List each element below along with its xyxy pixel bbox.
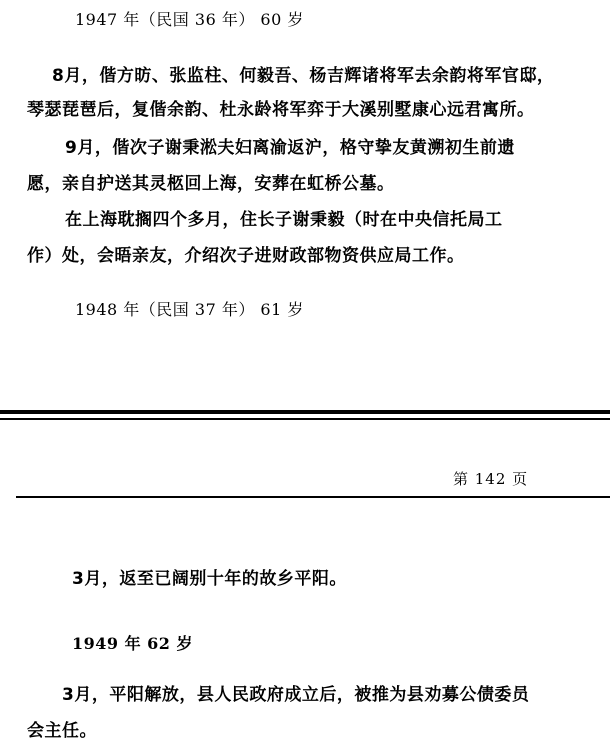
paragraph-march-1949-line-2: 会主任。 — [27, 721, 97, 741]
year-heading-1949: 1949 年 62 岁 — [72, 634, 194, 653]
paragraph-august-line-1: 8月，偕方昉、张监柱、何毅吾、杨吉辉诸将军去余韵将军官邸， — [52, 66, 555, 86]
paragraph-september-line-2: 愿，亲自护送其灵柩回上海，安葬在虹桥公墓。 — [27, 174, 395, 194]
paragraph-march-return: 3月，返至已阔别十年的故乡平阳。 — [72, 569, 347, 589]
paragraph-march-1949-line-1: 3月，平阳解放，县人民政府成立后，被推为县劝募公债委员 — [62, 685, 530, 705]
year-heading-1948: 1948 年（民国 37 年） 61 岁 — [75, 300, 304, 319]
page-break-thick-line — [0, 410, 610, 414]
paragraph-shanghai-line-1: 在上海耽搁四个多月，住长子谢秉毅（时在中央信托局工 — [65, 210, 503, 230]
header-rule — [16, 496, 610, 498]
paragraph-september-line-1: 9月，偕次子谢秉淞夫妇离渝返沪，格守挚友黄溯初生前遗 — [65, 138, 515, 158]
paragraph-august-line-2: 琴瑟琵琶后，复偕余韵、杜永龄将军弈于大溪别墅康心远君寓所。 — [27, 100, 535, 120]
year-heading-1947: 1947 年（民国 36 年） 60 岁 — [75, 10, 304, 29]
page-number: 第 142 页 — [453, 470, 529, 488]
paragraph-shanghai-line-2: 作）处，会晤亲友，介绍次子进财政部物资供应局工作。 — [27, 246, 465, 266]
page-break-thin-line — [0, 418, 610, 420]
